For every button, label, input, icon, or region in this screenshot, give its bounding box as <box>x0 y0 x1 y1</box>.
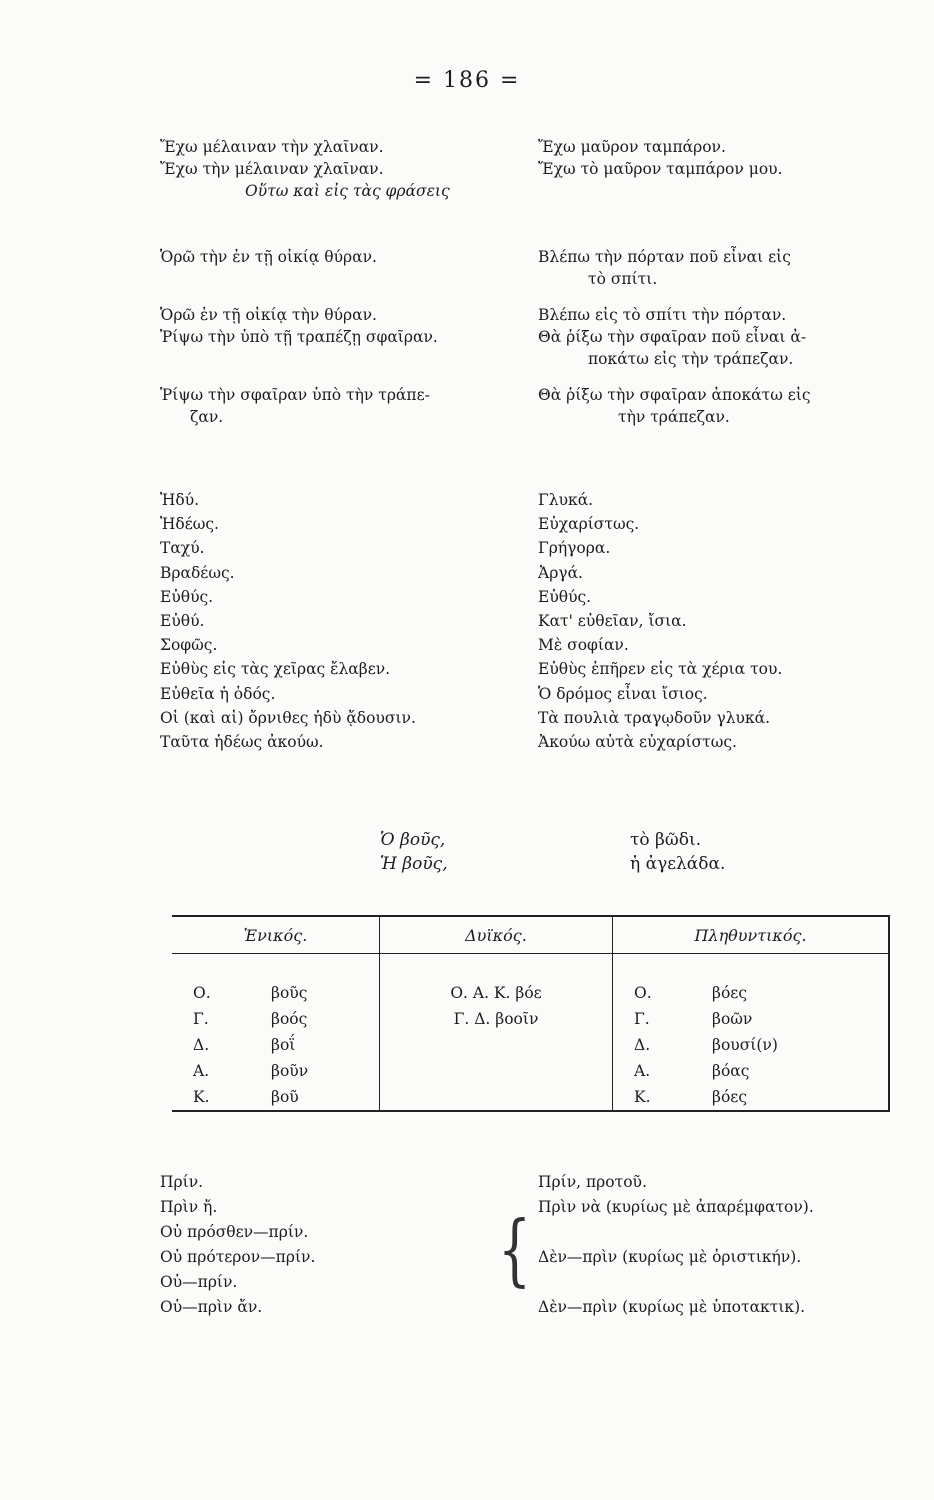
bous-ancient: Ἡ βοῦς, <box>380 854 448 874</box>
header-singular: Ἑνικός. <box>172 916 380 954</box>
example-row <box>160 158 900 180</box>
greek-ancient: Εὐθὺς εἰς τὰς χεῖρας ἔλαβεν. <box>160 660 391 679</box>
case-label: Κ. <box>634 1088 651 1106</box>
curly-brace-icon: { <box>498 1206 532 1296</box>
case-form: βόας <box>712 1062 750 1080</box>
greek-modern: Ἔχω μαῦρον ταμπάρον. <box>538 138 726 156</box>
adverb-row <box>160 585 900 609</box>
greek-ancient: Εὐθύ. <box>160 612 205 631</box>
adverb-row <box>160 633 900 657</box>
dual-form <box>380 1032 613 1058</box>
adverb-row <box>160 609 900 633</box>
phrase-row <box>160 246 900 268</box>
greek-modern <box>538 1270 900 1295</box>
adverb-row <box>160 512 900 536</box>
case-form: βοός <box>271 1010 308 1028</box>
adverb-row <box>160 488 900 512</box>
greek-modern <box>538 1220 900 1245</box>
greek-ancient: Οὐ—πρὶν ἄν. <box>160 1298 263 1316</box>
case-label: Γ. <box>193 1010 209 1028</box>
greek-ancient: Ἔχω τὴν μέλαιναν χλαῖναν. <box>160 160 384 178</box>
greek-modern: Εὐθὺς ἐπῆρεν εἰς τὰ χέρια του. <box>538 660 783 679</box>
greek-modern: Ἀκούω αὐτὰ εὐχαρίστως. <box>538 733 737 752</box>
greek-modern: Γρήγορα. <box>538 539 611 558</box>
greek-modern: Ὁ δρόμος εἶναι ἴσιος. <box>538 684 708 703</box>
blank-cell <box>160 348 538 370</box>
phrase-row <box>160 326 900 348</box>
greek-ancient: Πρὶν ἤ. <box>160 1198 218 1216</box>
header-plural: Πληθυντικός. <box>613 916 890 954</box>
phrase-row <box>160 304 900 326</box>
adverb-row <box>160 561 900 585</box>
greek-modern: Δὲν—πρὶν (κυρίως μὲ ὑποτακτικ). <box>538 1298 806 1316</box>
examples-block <box>160 136 900 202</box>
adverb-row <box>160 682 900 706</box>
phrase-row-cont <box>160 348 900 370</box>
greek-ancient: Σοφῶς. <box>160 636 218 655</box>
greek-ancient: Οἱ (καὶ αἱ) ὄρνιθες ἡδὺ ᾄδουσιν. <box>160 708 416 727</box>
header-dual: Δυϊκός. <box>380 916 613 954</box>
greek-modern: Πρίν, προτοῦ. <box>538 1173 647 1191</box>
phrase-row-cont <box>160 268 900 290</box>
table-row <box>172 1058 889 1084</box>
phrase-row-cont <box>160 406 900 428</box>
dual-form: Γ. Δ. βοοῖν <box>380 1006 613 1032</box>
greek-modern: Βλέπω τὴν πόρταν ποῦ εἶναι εἰς <box>538 248 791 266</box>
greek-modern: Ἔχω τὸ μαῦρον ταμπάρον μου. <box>538 160 783 178</box>
phrases-block <box>160 246 900 428</box>
greek-ancient: Ὁρῶ τὴν ἐν τῇ οἰκίᾳ θύραν. <box>160 248 377 266</box>
greek-modern-cont: τὸ σπίτι. <box>588 270 658 288</box>
dual-form <box>380 1084 613 1111</box>
adverbs-block <box>160 488 900 754</box>
greek-ancient-cont: ζαν. <box>190 408 224 426</box>
greek-ancient: Οὐ—πρίν. <box>160 1273 238 1291</box>
bous-line <box>380 852 725 876</box>
greek-modern-cont: ποκάτω εἰς τὴν τράπεζαν. <box>588 350 794 368</box>
bous-ancient: Ὁ βοῦς, <box>380 830 446 850</box>
bous-line <box>380 828 725 852</box>
declension-table <box>172 915 890 1112</box>
case-form: βοΐ <box>271 1036 296 1054</box>
case-label: Α. <box>193 1062 210 1080</box>
greek-modern: Γλυκά. <box>538 491 594 509</box>
adverb-row <box>160 730 900 754</box>
table-row <box>172 1032 889 1058</box>
greek-ancient: Πρίν. <box>160 1173 204 1191</box>
table-row <box>172 1084 889 1111</box>
case-label: Ο. <box>634 984 652 1002</box>
greek-modern: Εὐχαρίστως. <box>538 515 640 534</box>
page-number: = 186 = <box>413 68 521 93</box>
table-header-row <box>172 916 889 954</box>
greek-modern: Θὰ ῥίξω τὴν σφαῖραν ποῦ εἶναι ἀ- <box>538 328 807 346</box>
greek-ancient: Ἡδέως. <box>160 515 219 534</box>
adverb-row <box>160 536 900 560</box>
greek-ancient: Ῥίψω τὴν ὑπὸ τῇ τραπέζῃ σφαῖραν. <box>160 328 438 346</box>
case-form: βόες <box>712 984 748 1002</box>
greek-modern: Βλέπω εἰς τὸ σπίτι τὴν πόρταν. <box>538 306 787 324</box>
case-form: βόες <box>712 1088 748 1106</box>
case-form: βουσί(ν) <box>712 1036 778 1054</box>
greek-ancient: Βραδέως. <box>160 563 235 582</box>
case-label: Ο. <box>193 984 211 1002</box>
greek-ancient: Οὐ πρόσθεν—πρίν. <box>160 1223 309 1241</box>
greek-modern: Δὲν—πρὶν (κυρίως μὲ ὁριστικήν). <box>538 1248 802 1266</box>
case-label: Α. <box>634 1062 651 1080</box>
bous-lines <box>380 828 725 876</box>
case-form: βοῦ <box>271 1088 299 1106</box>
greek-ancient: Ἔχω μέλαιναν τὴν χλαῖναν. <box>160 138 384 156</box>
case-label: Δ. <box>193 1036 210 1054</box>
section-heading: Οὕτω καὶ εἰς τὰς φράσεις <box>245 182 450 200</box>
greek-modern: Εὐθύς. <box>538 587 592 606</box>
greek-ancient: Εὐθύς. <box>160 587 214 606</box>
adverb-row <box>160 657 900 681</box>
case-form: βοῦν <box>271 1062 309 1080</box>
case-label: Γ. <box>634 1010 650 1028</box>
case-label: Δ. <box>634 1036 651 1054</box>
table-row <box>172 980 889 1006</box>
bous-modern: τὸ βῶδι. <box>630 830 702 850</box>
greek-modern: Μὲ σοφίαν. <box>538 636 629 655</box>
prin-row <box>160 1295 900 1320</box>
greek-modern: Τὰ πουλιὰ τραγῳδοῦν γλυκά. <box>538 708 771 727</box>
greek-modern: Θὰ ῥίξω τὴν σφαῖραν ἀποκάτω εἰς <box>538 386 811 404</box>
table-row <box>172 1006 889 1032</box>
phrase-row <box>160 384 900 406</box>
prin-row <box>160 1170 900 1195</box>
bous-modern: ἡ ἀγελάδα. <box>630 854 726 874</box>
dual-form <box>380 1058 613 1084</box>
greek-ancient: Ταῦτα ἡδέως ἀκούω. <box>160 733 324 752</box>
greek-modern: Κατ' εὐθεῖαν, ἴσια. <box>538 612 687 631</box>
greek-modern: Ἀργά. <box>538 563 583 582</box>
greek-ancient: Εὐθεῖα ἡ ὁδός. <box>160 684 276 703</box>
case-form: βοῶν <box>712 1010 753 1028</box>
blank-cell <box>160 268 538 290</box>
dual-form: Ο. Α. Κ. βόε <box>380 980 613 1006</box>
greek-ancient: Ἡδύ. <box>160 491 200 509</box>
greek-ancient: Ῥίψω τὴν σφαῖραν ὑπὸ τὴν τράπε- <box>160 386 430 404</box>
greek-ancient: Ταχύ. <box>160 539 205 558</box>
adverb-row <box>160 706 900 730</box>
greek-ancient: Ὁρῶ ἐν τῇ οἰκίᾳ τὴν θύραν. <box>160 306 377 324</box>
greek-modern: Πρὶν νὰ (κυρίως μὲ ἀπαρέμφατον). <box>538 1198 814 1216</box>
case-form: βοῦς <box>271 984 308 1002</box>
greek-modern-cont: τὴν τράπεζαν. <box>618 408 730 426</box>
example-row <box>160 136 900 158</box>
greek-ancient: Οὐ πρότερον—πρίν. <box>160 1248 316 1266</box>
case-label: Κ. <box>193 1088 210 1106</box>
